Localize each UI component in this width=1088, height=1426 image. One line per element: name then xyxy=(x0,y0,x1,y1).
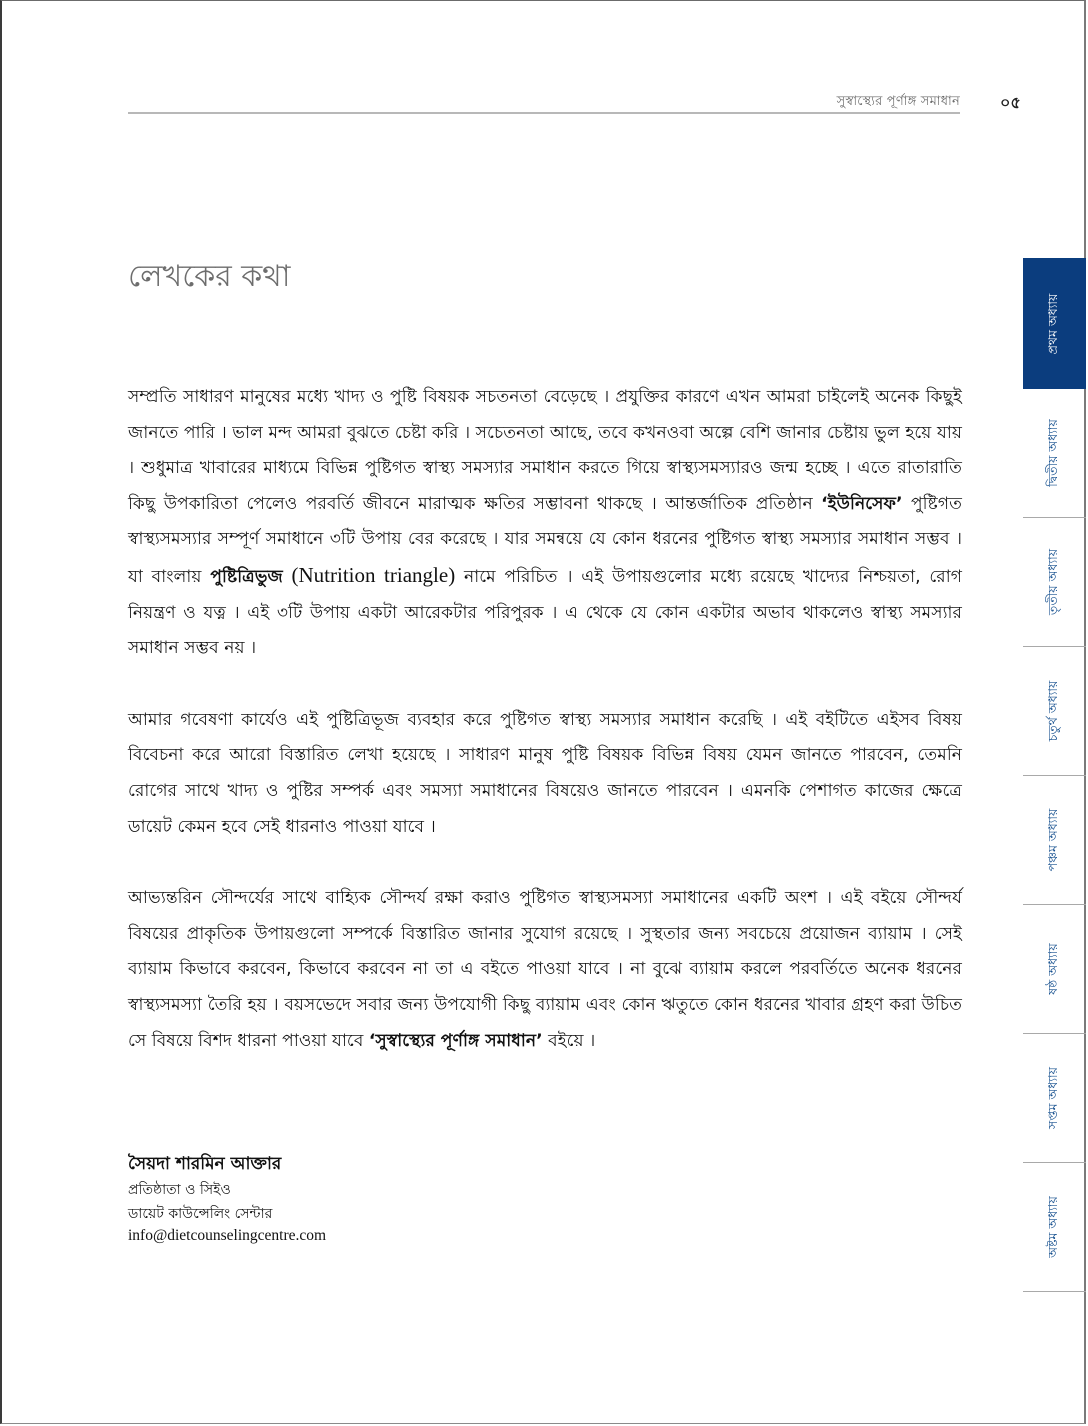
text-run: সম্প্রতি সাধারণ মানুষের মধ্যে খাদ্য ও পুষ্টি বিষয়ক সচতনতা বেড়েছে । প্রযুক্তির কারণে এখন আমরা চাইলেই অনেক কিছুই জানতে পারি । ভাল মন্দ আমরা বুঝতে চেষ্টা করি । সচেতনতা আছে, তবে কখনওবা অল্পে বেশি জানার চেষ্টায় ভুল হয়ে যায় । শুধুমাত্র খাবারের মাধ্যমে বিভিন্ন পুষ্টিগত স্বাস্থ্য সমস্যার সমাধান করতে গিয়ে স্বাস্থ্যসমস্যারও জন্ম হচ্ছে । এতে রাতারাতি কিছু উপকারিতা পেলেও পরবর্তি জীবনে মারাত্মক ক্ষতির সম্ভাবনা থাকছে । আন্তর্জাতিক প্রতিষ্ঠান xyxy=(128,387,962,514)
page-title: লেখকের কথা xyxy=(128,259,291,294)
chapter-tab-label: সপ্তম অধ্যায় xyxy=(1044,1067,1060,1129)
paragraph-2: আমার গবেষণা কার্যেও এই পুষ্টিত্রিভূজ ব্যবহার করে পুষ্টিগত স্বাস্থ্য সমস্যার সমাধান করেছি । এই বইটিতে এইসব বিষয় বিবেচনা করে আরো বিস্তারিত লেখা হয়েছে । সাধারণ মানুষ পুষ্টি বিষয়ক বিভিন্ন বিষয় যেমন জানতে পারবেন, তেমনি রোগের সাথে খাদ্য ও পুষ্টির সম্পর্ক এবং সমস্যা সমাধানের বিষয়েও জানতে পারবেন । এমনকি পেশাগত কাজের ক্ষেত্রে ডায়েট কেমন হবে সেই ধারনাও পাওয়া যাবে । xyxy=(128,709,962,837)
chapter-tab-label: তৃতীয় অধ্যায় xyxy=(1044,548,1060,616)
running-head-title: সুস্বাস্থ্যের পূর্ণাঙ্গ সমাধান xyxy=(836,94,960,109)
text-run: আভ্যন্তরিন সৌন্দর্যের সাথে বাহ্যিক সৌন্দর্য রক্ষা করাও পুষ্টিগত স্বাস্থ্যসমস্যা সমাধানের একটি অংশ । এই বইয়ে সৌন্দর্য বিষয়ের প্রাকৃতিক উপায়গুলো সম্পর্কে বিস্তারিত জানার সুযোগ রয়েছে । সুস্থতার জন্য সবচেয়ে প্রয়োজন ব্যায়াম । সেই ব্যায়াম কিভাবে করবেন, কিভাবে করবেন না তা এ বইতে পাওয়া যাবে । না বুঝে ব্যায়াম করলে পরবর্তিতে অনেক ধরনের স্বাস্থ্যসমস্যা তৈরি হয় । বয়সভেদে সবার জন্য উপযোগী কিছু ব্যায়াম এবং কোন ঋতুতে কোন ধরনের খাবার গ্রহণ করা উচিত সে বিষয়ে বিশদ ধারনা পাওয়া যাবে xyxy=(128,888,962,1051)
chapter-tab-label: পঞ্চম অধ্যায় xyxy=(1044,808,1060,872)
body-text xyxy=(128,380,962,1095)
chapter-tab-3[interactable] xyxy=(1023,518,1086,647)
emphasis-unicef: ‘ইউনিসেফ’ xyxy=(821,493,903,514)
chapter-tab-label: ষষ্ঠ অধ্যায় xyxy=(1044,943,1060,995)
author-title: প্রতিষ্ঠাতা ও সিইও xyxy=(128,1182,231,1198)
chapter-tab-label: দ্বিতীয় অধ্যায় xyxy=(1044,419,1060,487)
emphasis-book-title: ‘সুস্বাস্থ্যের পূর্ণাঙ্গ সমাধান’ xyxy=(368,1030,543,1051)
latin-term: (Nutrition triangle) xyxy=(282,562,456,587)
running-head-rule xyxy=(128,112,960,114)
page-number: ০৫ xyxy=(1000,93,1021,112)
chapter-tab-6[interactable] xyxy=(1023,905,1086,1034)
chapter-tab-1[interactable] xyxy=(1023,258,1086,389)
author-organization: ডায়েট কাউন্সেলিং সেন্টার xyxy=(128,1206,273,1222)
author-email[interactable]: info@dietcounselingcentre.com xyxy=(128,1227,327,1244)
chapter-tab-4[interactable] xyxy=(1023,647,1086,776)
paragraph-1 xyxy=(128,380,962,667)
chapter-tab-5[interactable] xyxy=(1023,776,1086,905)
chapter-tab-label: প্রথম অধ্যায় xyxy=(1044,293,1060,354)
chapter-tab-2[interactable] xyxy=(1023,389,1086,518)
chapter-tab-8[interactable] xyxy=(1023,1163,1086,1292)
chapter-tabs xyxy=(1023,258,1086,1292)
emphasis-nutrition-triangle: পুষ্টিত্রিভুজ xyxy=(210,566,283,587)
text-run: নামে পরিচিত । এই উপায়গুলোর মধ্যে রয়েছে খাদ্যের নিশ্চয়তা, রোগ নিয়ন্ত্রণ ও যত্ন । এই ৩টি উপায় একটা আরেকটার পরিপুরক । এ থেকে যে কোন একটার অভাব থাকলেও স্বাস্থ্য সমস্যার সমাধান সম্ভব নয় । xyxy=(128,566,963,659)
chapter-tab-label: অষ্টম অধ্যায় xyxy=(1044,1196,1060,1258)
author-signature xyxy=(128,1150,326,1246)
text-run: বইয়ে । xyxy=(542,1030,596,1051)
paragraph-3 xyxy=(128,881,962,1059)
author-name: সৈয়দা শারমিন আক্তার xyxy=(128,1154,282,1174)
chapter-tab-7[interactable] xyxy=(1023,1034,1086,1163)
text-run: পুষ্টিগত স্বাস্থ্যসমস্যার সম্পূর্ণ সমাধানে ৩টি উপায় বের করেছে । যার সমন্বয়ে যে কোন ধরনের পুষ্টিগত স্বাস্থ্য সমস্যার সমাধান সম্ভব । যা বাংলায় xyxy=(128,493,963,587)
chapter-tab-label: চতুর্থ অধ্যায় xyxy=(1044,680,1060,742)
